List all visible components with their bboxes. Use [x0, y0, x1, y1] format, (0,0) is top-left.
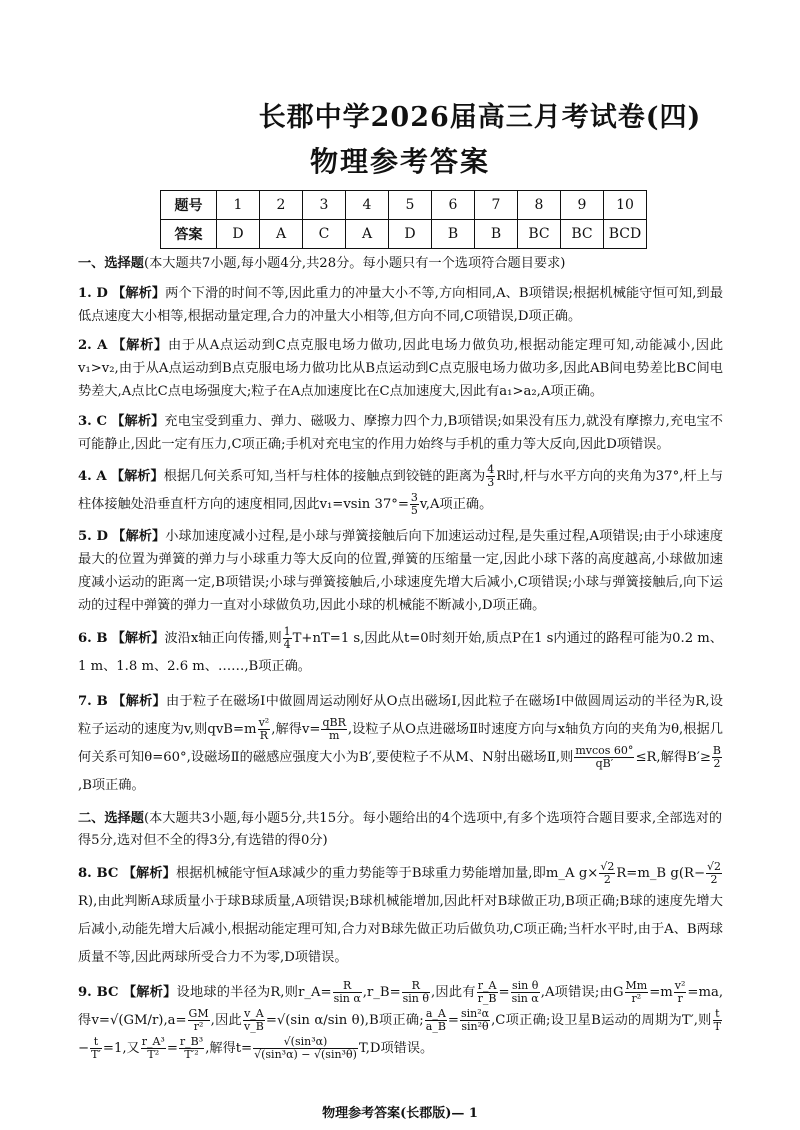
numerator: 3: [410, 491, 418, 505]
answer-cell: A: [260, 220, 303, 249]
fraction: [712, 745, 722, 770]
numerator: r_A: [477, 979, 497, 993]
fraction: [574, 745, 634, 770]
fraction: [141, 1036, 166, 1061]
denominator: T′²: [184, 1048, 199, 1062]
fraction: [258, 717, 271, 742]
solution-text: R时,杆与水平方向的夹角为37°,杆上与柱体接触处沿垂直杆方向的速度相同,因此v₁=vsin 37°=: [78, 469, 724, 513]
answer-cell: BC: [518, 220, 561, 249]
fraction: [283, 626, 292, 651]
section-heading-2: [78, 808, 723, 854]
solutions-body: [78, 251, 723, 1063]
answer-cell: D: [217, 220, 260, 249]
solution-q5: [78, 526, 723, 617]
numerator: qBR: [322, 715, 346, 729]
answer-table: [160, 190, 647, 249]
numerator: sin²α: [460, 1007, 490, 1021]
answer-cell: C: [303, 220, 346, 249]
denominator: 2: [603, 873, 611, 887]
denominator: T²: [147, 1048, 160, 1062]
answer-cell: A: [346, 220, 389, 249]
numerator: r_A³: [141, 1035, 165, 1049]
solution-text: R=m_B g(R−: [616, 866, 705, 882]
solution-text: 两个下滑的时间不等,因此重力的冲量大小不等,方向相同,A、B项错误;根据机械能守恒可知,到最低点速度大小相等,根据动量定理,合力的冲量大小相等,但方向不同,C项错误,D项正确。: [78, 285, 723, 324]
question-number: 9: [561, 191, 604, 220]
fraction: [333, 980, 362, 1005]
solution-text: ,因此有: [431, 985, 476, 1001]
analysis-tag: 【解析】: [122, 985, 177, 1001]
solution-q8: [78, 860, 723, 972]
denominator: sin θ: [402, 992, 430, 1006]
solution-text: 由于从A点运动到C点克服电场力做功,因此电场力做负功,根据动能定理可知,动能减小,因此v₁>v₂,由于从A点运动到B点克服电场力做功比从B点运动到C点克服电场力做功多,因此AB间电势差比BC间电势差大,A点比C点电场强度大;粒子在A点加速度比在C点加速度大,因此有a₁>a₂,A项正确。: [78, 338, 724, 399]
page-footer: 物理参考答案(长郡版)— 1: [322, 1106, 478, 1121]
fraction: [486, 464, 495, 489]
answer-cell: D: [389, 220, 432, 249]
solution-text: ,设粒子从O点进磁场Ⅱ时速度方向与x轴负方向的夹角为θ,根据几何关系可知θ=60°,设磁场Ⅱ的磁感应强度大小为B′,要使粒子不从M、N射出磁场Ⅱ,则: [78, 721, 723, 765]
analysis-tag: 【解析】: [122, 866, 176, 882]
analysis-tag: 【解析】: [112, 285, 166, 301]
fraction: [625, 980, 649, 1005]
fraction: [179, 1036, 204, 1061]
solution-text: 设地球的半径为R,则r_A=: [176, 985, 332, 1001]
solution-text: ,r_B=: [362, 985, 401, 1001]
numerator: v²: [674, 979, 686, 993]
numerator: 1: [283, 624, 291, 638]
denominator: sin α: [511, 992, 539, 1006]
fraction: [713, 1008, 722, 1033]
denominator: r²: [631, 992, 642, 1006]
solution-text: =√(sin α/sin θ),B项正确;: [265, 1013, 424, 1029]
solution-text: ≤R,解得B′≥: [635, 749, 711, 765]
fraction: [425, 1008, 447, 1033]
solution-text: ,B项正确。: [78, 777, 145, 793]
numerator: √2: [600, 860, 615, 874]
numerator: r_B³: [179, 1035, 204, 1049]
fraction: [674, 980, 687, 1005]
fraction: [511, 980, 540, 1005]
denominator: r²: [193, 1020, 204, 1034]
analysis-tag: 【解析】: [111, 630, 165, 646]
question-head: 8. BC: [78, 866, 119, 882]
question-head: 1. D: [78, 285, 108, 301]
numerator: R: [402, 980, 430, 993]
question-number: 10: [604, 191, 647, 220]
numerator: mvcos 60°: [575, 743, 634, 757]
question-head: 7. B: [78, 693, 108, 709]
question-number: 6: [432, 191, 475, 220]
numerator: 4: [487, 463, 495, 477]
section-title: 一、选择题: [78, 256, 144, 271]
denominator: qB′: [595, 756, 614, 770]
numerator: R: [333, 980, 362, 993]
solution-text: 小球加速度减小过程,是小球与弹簧接触后向下加速运动过程,是失重过程,A项错误;由于小球速度最大的位置为弹簧的弹力与小球重力等大反向的位置,弹簧的压缩量一定,因此小球下落的高度越高,小球做加速度减小运动的距离一定,B项错误;小球与弹簧接触后,小球速度先增大后减小,C项错误;小球与弹簧接触后,向下运动的过程中弹簧的弹力一直对小球做负功,因此小球的机械能不断减小,D项正确。: [78, 529, 723, 613]
solution-text: R),由此判断A球质量小于球B球质量,A项错误;B球机械能增加,因此杆对B球做正功,B项正确;B球的速度先增大后减小,动能先增大后减小,根据动能定理可知,合力对B球先做正功后做负功,C项正确;当杆水平时,由于A、B两球质量不等,因此两球所受合力不为零,D项错误。: [78, 894, 723, 966]
section-title: 二、选择题: [78, 810, 144, 826]
solution-q3: [78, 411, 723, 457]
fraction: [321, 717, 346, 742]
question-number: 5: [389, 191, 432, 220]
denominator: v_B: [244, 1020, 264, 1034]
solution-text: 波沿x轴正向传播,则: [164, 630, 282, 646]
solution-text: ,因此: [210, 1013, 243, 1029]
numerator: v_A: [244, 1007, 264, 1021]
question-head: 4. A: [78, 469, 107, 485]
question-number: 1: [217, 191, 260, 220]
fraction: [402, 980, 430, 1005]
solution-q4: [78, 463, 723, 519]
denominator: a_B: [425, 1020, 446, 1034]
analysis-tag: 【解析】: [112, 529, 166, 545]
answer-cell: B: [475, 220, 518, 249]
solution-text: −: [78, 1041, 90, 1057]
solution-text: ,解得t=: [205, 1041, 253, 1057]
fraction: [90, 1036, 102, 1061]
solution-q6: [78, 625, 723, 681]
denominator: r_B: [477, 992, 497, 1006]
solution-text: =: [447, 1013, 459, 1029]
analysis-tag: 【解析】: [112, 338, 168, 354]
solution-q2: [78, 335, 723, 403]
denominator: sin α: [333, 992, 361, 1006]
denominator: m: [328, 728, 340, 742]
numerator: √2: [707, 860, 722, 874]
section-note: (本大题共3小题,每小题5分,共15分。每小题给出的4个选项中,有多个选项符合题目要求,全部选对的得5分,选对但不全的得3分,有选错的得0分): [78, 810, 723, 849]
answer-cell: B: [432, 220, 475, 249]
fraction: [188, 1008, 210, 1033]
numerator: Mm: [625, 979, 648, 993]
fraction: [410, 492, 419, 517]
solution-text: 由于粒子在磁场Ⅰ中做圆周运动刚好从O点出磁场Ⅰ,因此粒子在磁场Ⅰ中做圆周运动的半径为R,设粒子运动的速度为v,则qvB=m: [78, 693, 723, 737]
answer-row: [161, 220, 647, 249]
question-head: 3. C: [78, 413, 107, 429]
solution-text: 充电宝受到重力、弹力、磁吸力、摩擦力四个力,B项错误;如果没有压力,就没有摩擦力,充电宝不可能静止,因此一定有压力,C项正确;手机对充电宝的作用力始终与手机的重力等大反向,因此D项错误。: [78, 413, 723, 452]
solution-text: =: [166, 1041, 178, 1057]
question-number-row: [161, 191, 647, 220]
solution-text: v,A项正确。: [419, 497, 493, 513]
question-head: 9. BC: [78, 985, 119, 1001]
denominator: √(sin³α) − √(sin³θ): [254, 1048, 357, 1062]
fraction: [243, 1008, 265, 1033]
numerator: √(sin³α): [253, 1036, 358, 1049]
fraction: [253, 1036, 358, 1061]
denominator: 3: [487, 476, 495, 490]
solution-q1: [78, 283, 723, 329]
question-number: 3: [303, 191, 346, 220]
fraction: [706, 861, 722, 886]
solution-q9: [78, 979, 723, 1063]
analysis-tag: 【解析】: [112, 693, 167, 709]
fraction: [599, 861, 615, 886]
denominator: T′: [91, 1048, 101, 1062]
question-number: 4: [346, 191, 389, 220]
question-number: 8: [518, 191, 561, 220]
row-label-number: 题号: [161, 191, 217, 220]
denominator: R: [259, 728, 269, 742]
solution-text: =: [498, 985, 510, 1001]
denominator: T: [713, 1020, 721, 1034]
numerator: t: [713, 1008, 722, 1021]
question-head: 5. D: [78, 529, 108, 545]
numerator: v²: [258, 715, 270, 729]
solution-text: T+nT=1 s,因此从t=0时刻开始,质点P在1 s内通过的路程可能为0.2 m、1 m、1.8 m、2.6 m、……,B项正确。: [78, 630, 723, 674]
question-number: 2: [260, 191, 303, 220]
denominator: 4: [283, 637, 291, 651]
numerator: t: [90, 1036, 102, 1049]
analysis-tag: 【解析】: [110, 469, 164, 485]
solution-text: ,A项错误;由G: [540, 985, 624, 1001]
solution-text: 根据机械能守恒A球减少的重力势能等于B球重力势能增加量,即m_A g×: [175, 866, 599, 882]
numerator: a_A: [425, 1007, 446, 1021]
solution-q7: [78, 688, 723, 800]
school-title: 长郡中学2026届高三月考试卷(四): [258, 102, 702, 133]
question-number: 7: [475, 191, 518, 220]
document-title: 物理参考答案: [309, 145, 490, 178]
denominator: r: [677, 992, 683, 1006]
denominator: 2: [710, 873, 718, 887]
solution-text: =ma,得v=√(GM/r),a=: [78, 985, 724, 1029]
section-note: (本大题共7小题,每小题4分,共28分。每小题只有一个选项符合题目要求): [143, 256, 566, 271]
question-head: 6. B: [78, 630, 108, 646]
solution-text: T,D项错误。: [358, 1041, 434, 1057]
answer-cell: BCD: [604, 220, 647, 249]
numerator: B: [712, 743, 722, 757]
row-label-answer: 答案: [161, 220, 217, 249]
question-head: 2. A: [78, 338, 108, 354]
solution-text: 根据几何关系可知,当杆与柱体的接触点到铰链的距离为: [163, 469, 486, 485]
answer-cell: BC: [561, 220, 604, 249]
numerator: GM: [188, 1007, 209, 1021]
section-heading-1: [78, 253, 723, 276]
solution-text: ,解得v=: [271, 721, 321, 737]
denominator: 2: [713, 756, 721, 770]
solution-text: =m: [649, 985, 673, 1001]
denominator: sin²θ: [461, 1020, 489, 1034]
denominator: 5: [410, 504, 418, 518]
analysis-tag: 【解析】: [111, 413, 165, 429]
fraction: [477, 980, 498, 1005]
numerator: sin θ: [511, 979, 539, 993]
solution-text: ,C项正确;设卫星B运动的周期为T′,则: [491, 1013, 712, 1029]
solution-text: =1,又: [102, 1041, 140, 1057]
fraction: [460, 1008, 490, 1033]
